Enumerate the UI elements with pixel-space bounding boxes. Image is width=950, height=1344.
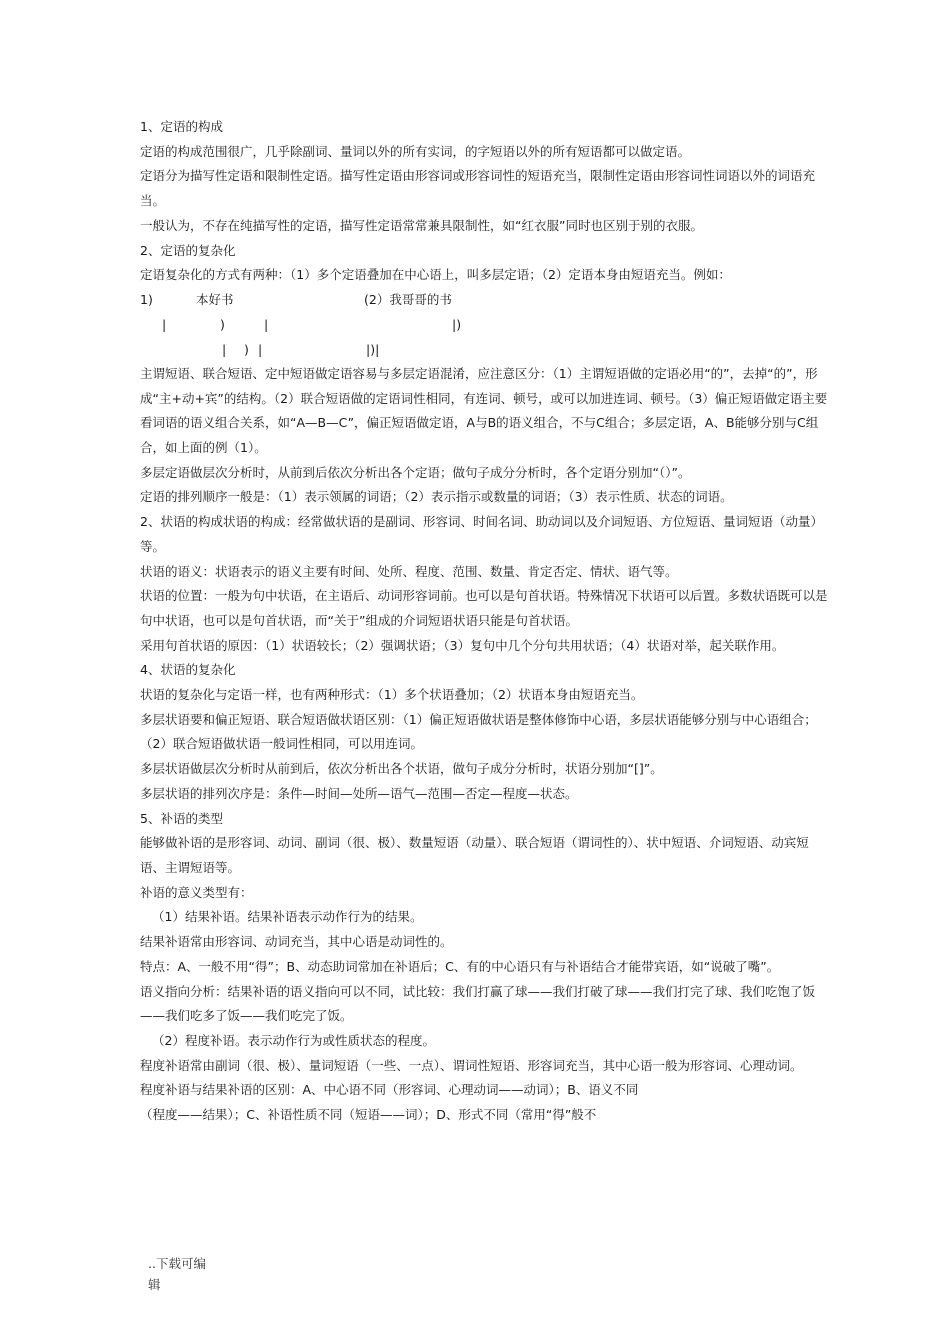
paragraph: 定语的排列顺序一般是：（1）表示领属的词语；（2）表示指示或数量的词语；（3）表示性质、状态的词语。 [140, 489, 733, 505]
example-2-text: (2）我哥哥的书 [364, 291, 452, 307]
paragraph: 2、状语的构成状语的构成：经常做状语的是副词、形容词、时间名词、助动词以及介词短语、方位短语、量词短语（动量）等。 [140, 514, 823, 554]
example-1-text: 本好书 [196, 291, 234, 307]
paragraph: 语义指向分析：结果补语的语义指向可以不同，试比较：我们打赢了球——我们打破了球——我们打完了球、我们吃饱了饭——我们吃多了饭——我们吃完了饭。 [140, 983, 816, 1024]
paragraph-continuation: （程度——结果）；C、补语性质不同（短语——词）；D、形式不同（常用“得”般不 [140, 1107, 597, 1123]
paragraph: 状语的复杂化与定语一样，也有两种形式：（1）多个状语叠加；（2）状语本身由短语充当。 [140, 687, 644, 703]
paragraph: 结果补语常由形容词、动词充当，其中心语是动词性的。 [140, 934, 453, 950]
paragraph: 定语分为描写性定语和限制性定语。描写性定语由形容词或形容词性的短语充当，限制性定语由形容词性词语以外的词语充当。 [140, 168, 816, 209]
paragraph: 状语的语义：状语表示的语义主要有时间、处所、程度、范围、数量、肯定否定、情状、语气等。 [140, 563, 678, 579]
diagram-mark: | [258, 341, 263, 357]
example-diagram [140, 288, 830, 362]
diagram-mark: |)| [366, 341, 380, 357]
paragraph: 状语的位置：一般为句中状语，在主语后、动词形容词前。也可以是句首状语。特殊情况下状语可以后置。多数状语既可以是句中状语，也可以是句首状语，而“关于”组成的介词短语状语只能是句首状语。 [140, 588, 828, 628]
paragraph: 多层状语的排列次序是：条件—时间—处所—语气—范围—否定—程度—状态。 [140, 785, 578, 801]
diagram-mark: | [264, 316, 269, 332]
paragraph: 能够做补语的是形容词、动词、副词（很、极）、数量短语（动量）、联合短语（谓词性的）、状中短语、介词短语、动宾短语、主谓短语等。 [140, 835, 809, 875]
paragraph: 程度补语与结果补语的区别：A、中心语不同（形容词、心理动词——动词）；B、语义不同 [140, 1082, 639, 1098]
footer-line: 辑 [148, 1277, 161, 1292]
paragraph: 补语的意义类型有： [140, 884, 253, 900]
heading-complement-types: 5、补语的类型 [140, 810, 223, 826]
heading-attribute-composition: 1、定语的构成 [140, 119, 223, 134]
paragraph: 定语的构成范围很广，几乎除副词、量词以外的所有实词，的字短语以外的所有短语都可以做定语。 [140, 143, 691, 159]
heading-adverbial-complexity: 4、状语的复杂化 [140, 662, 236, 678]
paragraph: 多层定语做层次分析时，从前到后依次分析出各个定语；做句子成分分析时，各个定语分别加“（）”。 [140, 464, 691, 480]
paragraph: 多层状语要和偏正短语、联合短语做状语区别：（1）偏正短语做状语是整体修饰中心语，多层状语能够分别与中心语组合；（2）联合短语做状语一般词性相同，可以用连词。 [140, 711, 817, 752]
diagram-mark: ) [220, 316, 225, 332]
paragraph: 采用句首状语的原因：（1）状语较长；（2）强调状语；（3）复句中几个分句共用状语；（4）状语对举，起关联作用。 [140, 637, 785, 653]
document-body [140, 115, 830, 1128]
paragraph: 主谓短语、联合短语、定中短语做定语容易与多层定语混淆，应注意区分：（1）主谓短语做的定语必用“的”，去掉“的”，形成“主+动+宾”的结构。（2）联合短语做的定语词性相同，有连词、顿号，或可以加进连词、顿号。（3）偏正短语做定语主要看词语的语义组合关系，如“A—B—C”，偏正短语做定语，A与B的语义组合，不与C组合；多层定语，A、B能够分别与C组合，如上面的例（1）。 [140, 365, 828, 456]
diagram-mark: |) [452, 316, 462, 332]
paragraph: 定语复杂化的方式有两种：（1）多个定语叠加在中心语上，叫多层定语；（2）定语本身由短语充当。例如： [140, 267, 731, 283]
subheading-result-complement: （1）结果补语。结果补语表示动作行为的结果。 [152, 909, 423, 925]
page-footer [148, 1253, 238, 1295]
subheading-degree-complement: （2）程度补语。表示动作行为或性质状态的程度。 [152, 1032, 435, 1048]
paragraph: 多层状语做层次分析时从前到后，依次分析出各个状语，做句子成分分析时，状语分别加“[]”。 [140, 761, 663, 777]
paragraph: 程度补语常由副词（很、极）、量词短语（一些、一点）、谓词性短语、形容词充当，其中心语一般为形容词、心理动词。 [140, 1057, 803, 1073]
diagram-mark: | [222, 341, 227, 357]
paragraph: 一般认为，不存在纯描写性的定语，描写性定语常常兼具限制性，如“红衣服”同时也区别于别的衣服。 [140, 217, 703, 233]
example-1-number: 1) [140, 291, 153, 307]
paragraph: 特点：A、一般不用“得”；B、动态助词常加在补语后；C、有的中心语只有与补语结合才能带宾语，如“说破了嘴”。 [140, 958, 780, 974]
diagram-mark: | [162, 316, 167, 332]
footer-line: ..下载可编 [148, 1256, 206, 1271]
diagram-mark: ) [244, 341, 249, 357]
heading-attribute-complexity: 2、定语的复杂化 [140, 242, 236, 258]
